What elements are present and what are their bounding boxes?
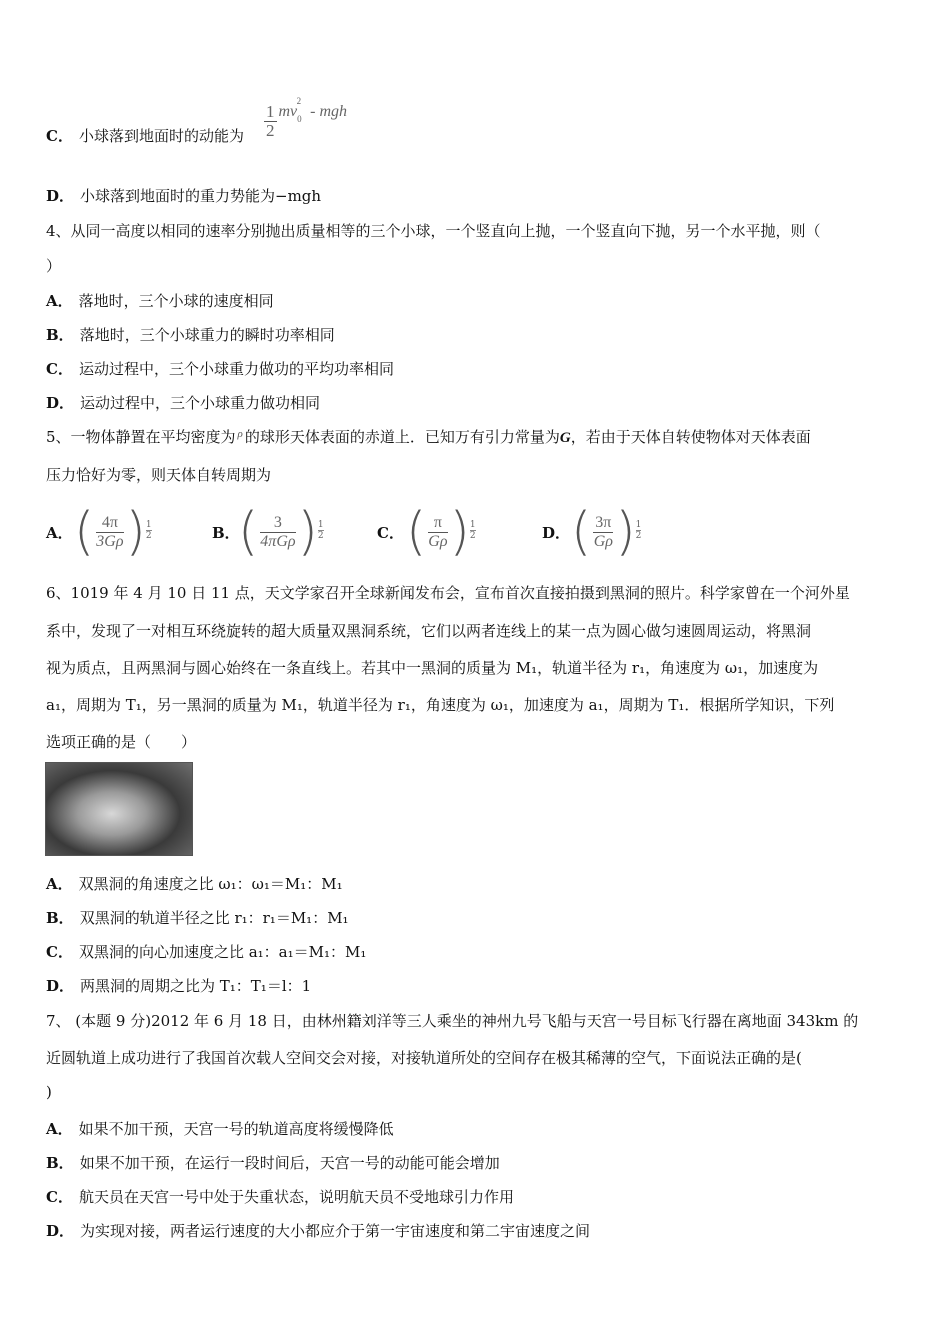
q5-stem-c: ，若由于天体自转使物体对天体表面 xyxy=(570,428,811,446)
left-paren-icon: ( xyxy=(406,502,427,562)
q4-stem-line1: 4、从同一高度以相同的速率分别抛出质量相等的三个小球，一个竖直向上抛，一个竖直向下抛，另一个水平抛，则（ xyxy=(46,222,821,240)
q5-option-c-formula xyxy=(406,502,476,562)
option-label: D． xyxy=(542,524,571,542)
fraction xyxy=(428,514,447,551)
q7-option-d xyxy=(46,1221,590,1241)
fraction-denominator: Gρ xyxy=(428,532,448,550)
black-hole-photo xyxy=(45,762,193,856)
option-label: A． xyxy=(46,524,73,542)
formula-subscript: 0 xyxy=(297,114,302,124)
left-paren-icon: ( xyxy=(238,502,259,562)
q5-option-b-formula xyxy=(238,502,324,562)
option-text: 双黑洞的轨道半径之比 r₁：r₁＝M₁：M₁ xyxy=(79,909,349,927)
option-label: B． xyxy=(46,326,74,344)
q6-option-d xyxy=(46,976,311,996)
exponent-numerator: 1 xyxy=(317,519,324,530)
q6-option-c xyxy=(46,942,366,962)
q5-stem-b: 的球形天体表面的赤道上．已知万有引力常量为 xyxy=(244,428,560,446)
option-text: 双黑洞的角速度之比 ω₁：ω₁＝M₁：M₁ xyxy=(78,875,343,893)
option-text: 落地时，三个小球的速度相同 xyxy=(78,292,274,310)
q6-option-b xyxy=(46,908,349,928)
option-label: D． xyxy=(46,1222,75,1240)
option-label: C． xyxy=(46,1188,73,1206)
q6-option-a xyxy=(46,874,343,894)
q7-option-c xyxy=(46,1187,514,1207)
option-label: B． xyxy=(46,1154,74,1172)
q5-stem-line2: 压力恰好为零，则天体自转周期为 xyxy=(46,466,272,484)
exponent-denominator: 2 xyxy=(317,530,324,541)
exponent-half xyxy=(318,520,324,541)
q5-option-c-label xyxy=(377,523,410,543)
formula-mv: mv xyxy=(278,102,298,120)
gravitational-constant: G xyxy=(559,430,571,446)
right-paren-icon: ) xyxy=(615,502,636,562)
rho-symbol: ρ xyxy=(237,428,243,440)
option-text: 两黑洞的周期之比为 T₁：T₁＝l：1 xyxy=(80,977,312,995)
q4-option-a xyxy=(46,291,274,311)
option-text: 如果不加干预，天宫一号的轨道高度将缓慢降低 xyxy=(78,1120,394,1138)
left-paren-icon: ( xyxy=(74,502,95,562)
option-text: 双黑洞的向心加速度之比 a₁：a₁＝M₁：M₁ xyxy=(78,943,367,961)
option-text: 为实现对接，两者运行速度的大小都应介于第一宇宙速度和第二宇宙速度之间 xyxy=(80,1222,591,1240)
fraction-half xyxy=(264,103,277,140)
option-label: A． xyxy=(46,875,73,893)
exponent-denominator: 2 xyxy=(469,530,476,541)
q6-stem-line3: 视为质点，且两黑洞与圆心始终在一条直线上。若其中一黑洞的质量为 M₁，轨道半径为 r₁，角速度为 ω₁，加速度为 xyxy=(46,659,819,677)
q5-option-d-formula xyxy=(571,502,642,562)
option-label: C． xyxy=(46,127,73,145)
option-label: A． xyxy=(46,292,73,310)
q3-option-c xyxy=(46,126,244,146)
option-text: 如果不加干预，在运行一段时间后，天宫一号的动能可能会增加 xyxy=(79,1154,500,1172)
q7-stem-line2: 近圆轨道上成功进行了我国首次载人空间交会对接，对接轨道所处的空间存在极其稀薄的空气，下面说法正确的是( xyxy=(46,1049,802,1067)
option-text: 航天员在天宫一号中处于失重状态，说明航天员不受地球引力作用 xyxy=(78,1188,514,1206)
fraction-denominator: 4πGρ xyxy=(260,532,296,550)
q6-stem-line1: 6、1019 年 4 月 10 日 11 点，天文学家召开全球新闻发布会，宣布首次直接拍摄到黑洞的照片。科学家曾在一个河外星 xyxy=(46,584,850,602)
q5-option-a-formula xyxy=(74,502,152,562)
q7-option-a xyxy=(46,1119,394,1139)
option-label: D． xyxy=(46,977,75,995)
fraction xyxy=(96,514,123,551)
q6-stem-line5: 选项正确的是（ ） xyxy=(46,733,197,751)
option-label: A． xyxy=(46,1120,73,1138)
right-paren-icon: ) xyxy=(125,502,146,562)
option-label: B． xyxy=(212,524,240,542)
option-text: 落地时，三个小球重力的瞬时功率相同 xyxy=(79,326,335,344)
fraction-numerator: 3π xyxy=(595,513,612,531)
exponent-numerator: 1 xyxy=(469,519,476,530)
fraction-numerator: 3 xyxy=(260,514,295,533)
exponent-denominator: 2 xyxy=(145,530,152,541)
exponent-numerator: 1 xyxy=(145,519,152,530)
option-text: 小球落到地面时的重力势能为−mgh xyxy=(80,187,322,205)
left-paren-icon: ( xyxy=(571,502,592,562)
fraction-numerator: 1 xyxy=(266,102,275,121)
q7-stem-line1: 7、 (本题 9 分)2012 年 6 月 18 日，由林州籍刘洋等三人乘坐的神州九号飞船与天宫一号目标飞行器在离地面 343km 的 xyxy=(46,1012,859,1030)
option-text: 运动过程中，三个小球重力做功的平均功率相同 xyxy=(78,360,394,378)
q6-stem-line4: a₁，周期为 T₁，另一黑洞的质量为 M₁，轨道半径为 r₁，角速度为 ω₁，加速度为 a₁，周期为 T₁．根据所学知识，下列 xyxy=(46,696,835,714)
q3c-formula xyxy=(262,96,348,140)
exponent-denominator: 2 xyxy=(635,530,642,541)
fraction-numerator: 4π xyxy=(96,514,123,533)
q6-stem-line2: 系中，发现了一对相互环绕旋转的超大质量双黑洞系统，它们以两者连线上的某一点为圆心做匀速圆周运动，将黑洞 xyxy=(46,622,812,640)
right-paren-icon: ) xyxy=(297,502,318,562)
q5-stem-a: 5、一物体静置在平均密度为 xyxy=(46,428,236,446)
right-paren-icon: ) xyxy=(449,502,470,562)
exponent-numerator: 1 xyxy=(635,519,642,530)
option-label: C． xyxy=(377,524,404,542)
option-text: 小球落到地面时的动能为 xyxy=(78,127,244,145)
q5-stem-line1 xyxy=(46,427,811,449)
exponent-half xyxy=(146,520,152,541)
formula-rest: - mgh xyxy=(306,103,348,120)
fraction-numerator: π xyxy=(428,514,447,533)
option-text: 运动过程中，三个小球重力做功相同 xyxy=(80,394,321,412)
fraction-denominator: 2 xyxy=(266,121,275,140)
q4-option-d xyxy=(46,393,320,413)
q4-option-b xyxy=(46,325,335,345)
q4-stem-line2: ） xyxy=(46,257,62,275)
q7-option-b xyxy=(46,1153,500,1173)
formula-superscript: 2 xyxy=(296,96,302,106)
exponent-half xyxy=(470,520,476,541)
fraction xyxy=(593,514,613,551)
q7-stem-line3: ) xyxy=(46,1083,52,1101)
option-label: D． xyxy=(46,394,75,412)
option-label: D． xyxy=(46,187,75,205)
exponent-half xyxy=(636,520,642,541)
q4-option-c xyxy=(46,359,394,379)
option-label: C． xyxy=(46,943,73,961)
option-label: B． xyxy=(46,909,74,927)
fraction xyxy=(260,514,295,551)
option-label: C． xyxy=(46,360,73,378)
fraction-denominator: 3Gρ xyxy=(96,532,124,550)
fraction-denominator: Gρ xyxy=(593,532,613,550)
q3-option-d xyxy=(46,186,321,206)
